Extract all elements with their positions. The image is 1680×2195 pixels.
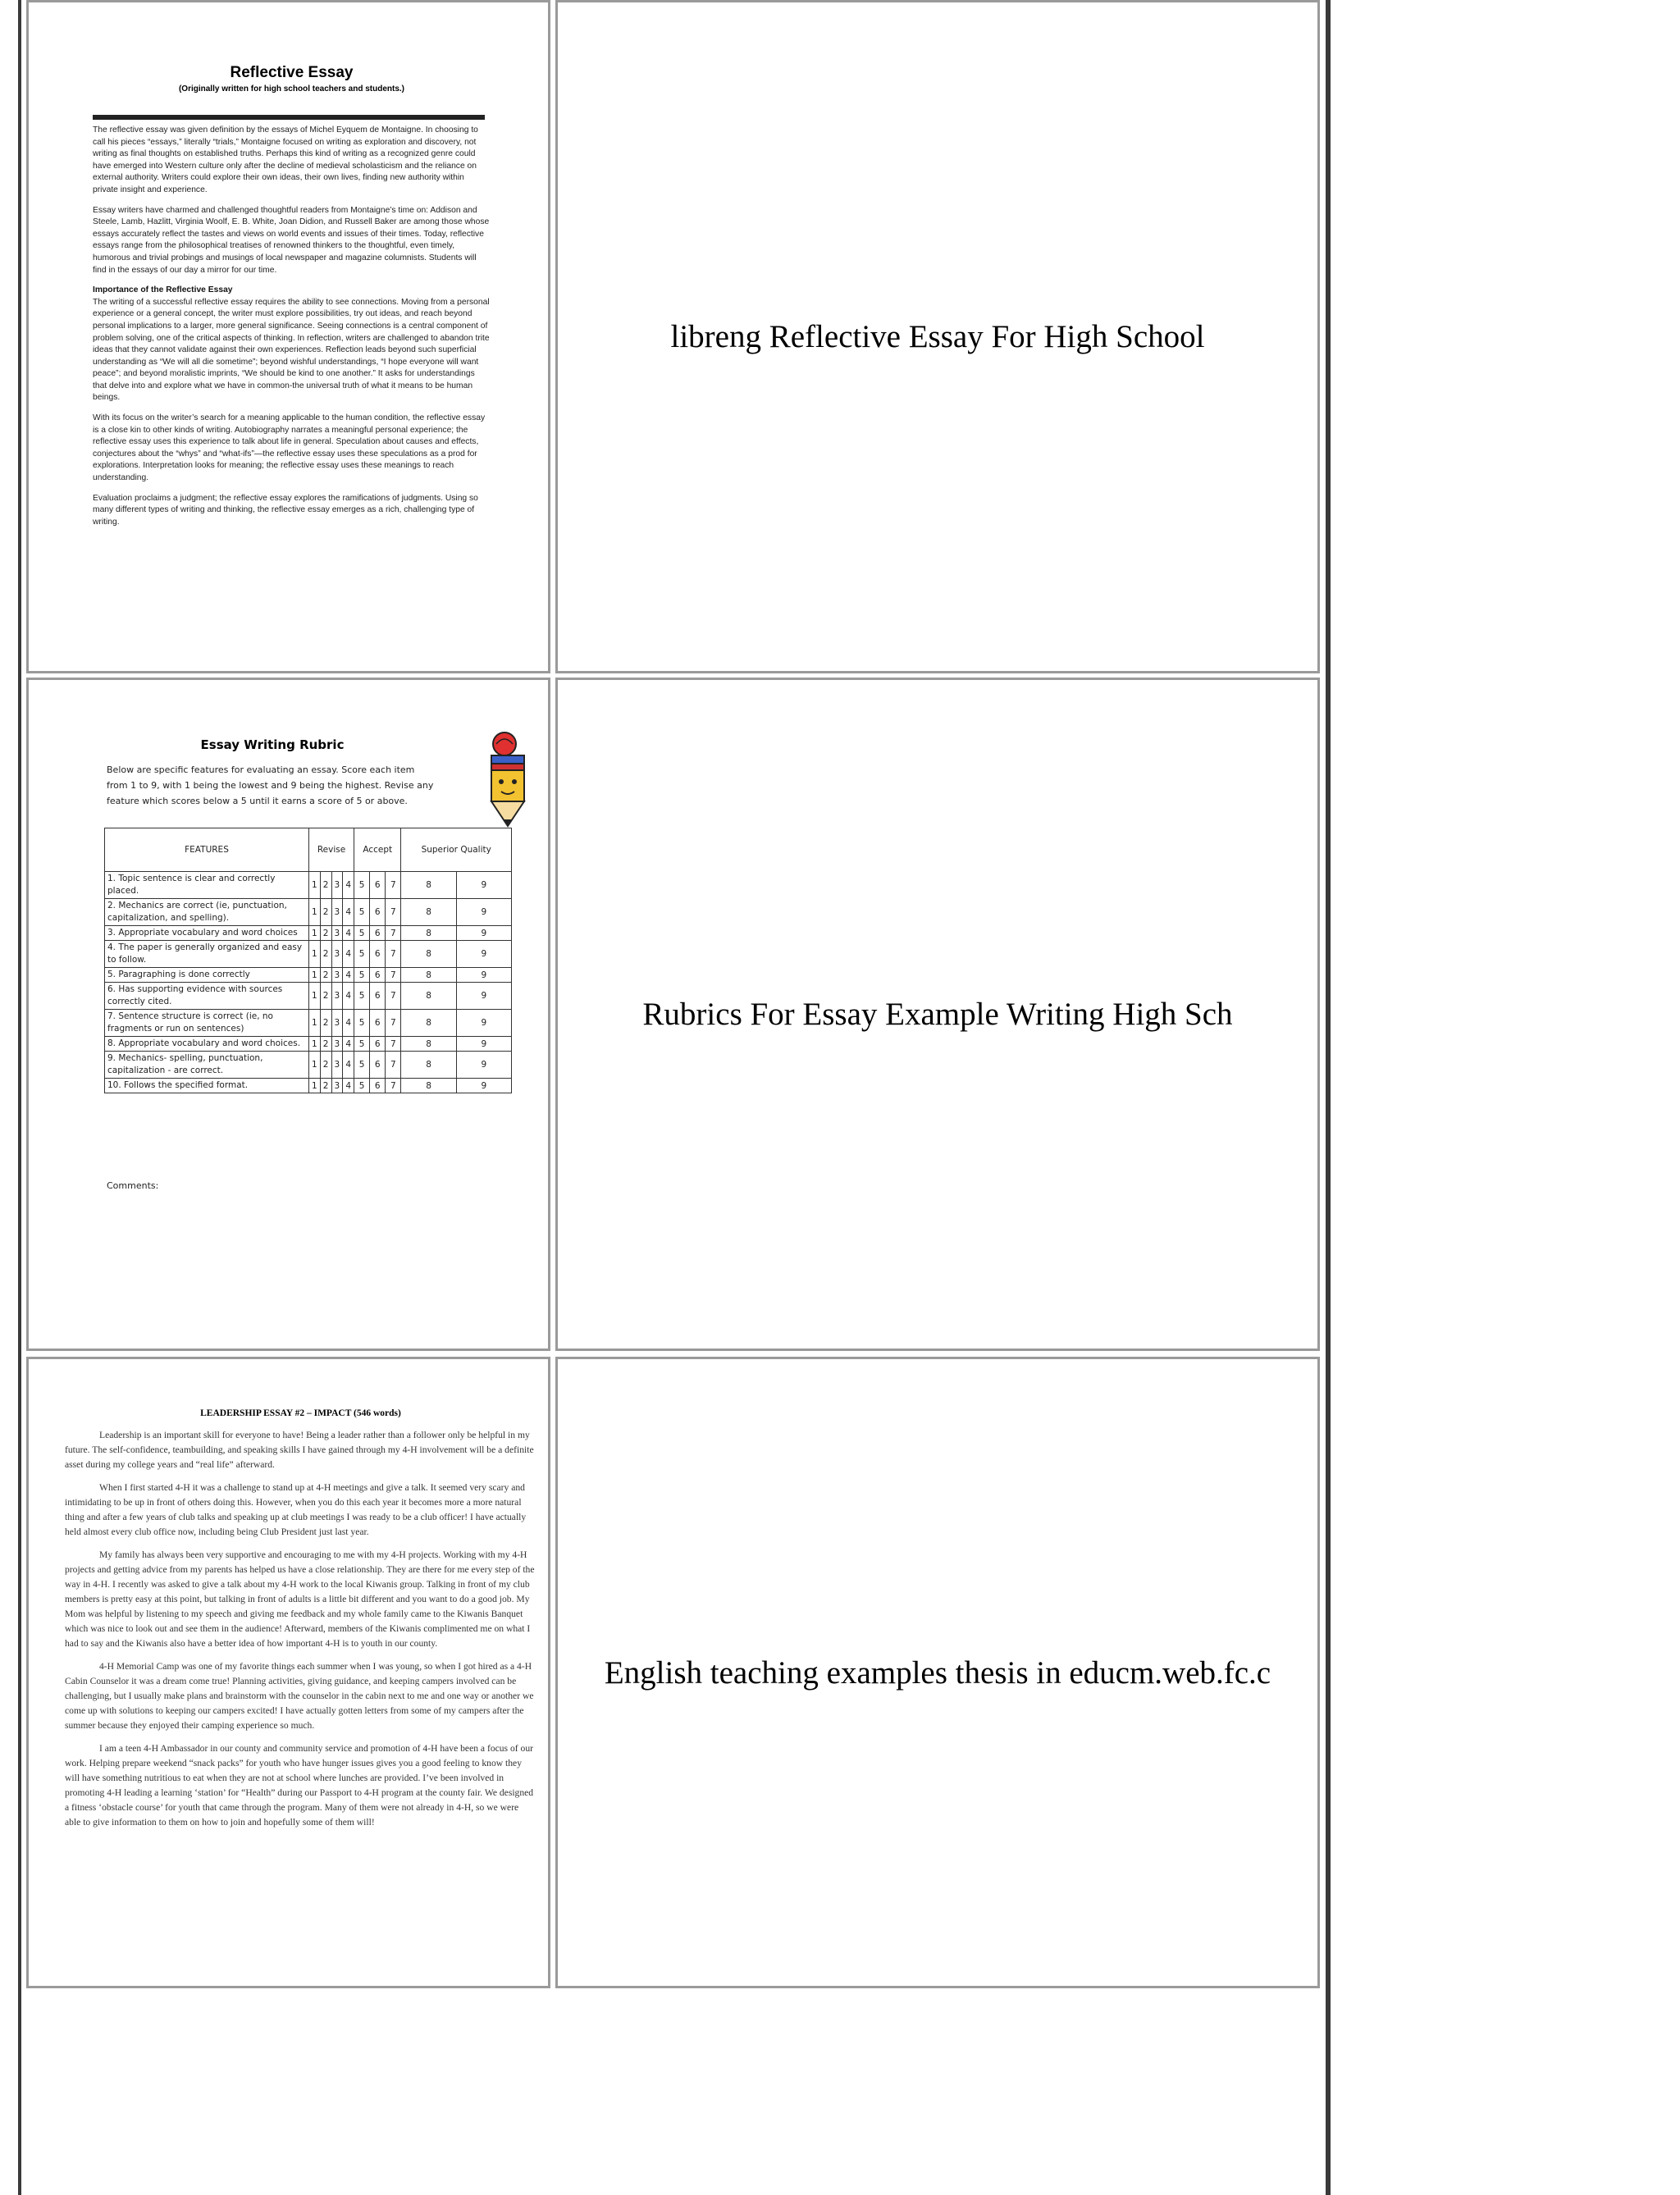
rubric-row <box>105 872 512 899</box>
rubric-score: 1 <box>309 1052 321 1079</box>
rubric-score: 2 <box>320 941 331 968</box>
reflective-essay-document <box>93 64 491 536</box>
rubric-score: 1 <box>309 941 321 968</box>
rubric-score: 5 <box>354 872 370 899</box>
rubric-score: 7 <box>386 1037 401 1052</box>
rubric-score: 1 <box>309 872 321 899</box>
title-rule <box>93 115 485 120</box>
essay-paragraph: My family has always been very supportive and encouraging to me with my 4-H projects. Working with my 4-H projects and getting advice from my parents has helped us have a close relationship. They are there for me every step of the way in 4-H. I recently was asked to give a talk about my 4-H work to the local Kiwanis group. Talking in front of my club members is pretty easy at this point, but talking in front of adults is a little bit different and you want to do a good job. My Mom was helpful by listening to my speech and giving me feedback and my whole family came to the Kiwanis Banquet which was nice to look out and see them in the audience! Afterward, members of the Kiwanis complimented me on what I had to say and the Kiwanis also have a better idea of how important 4-H is to youth in our county. <box>65 1549 535 1649</box>
rubric-score: 7 <box>386 1010 401 1037</box>
rubric-score: 6 <box>370 872 386 899</box>
header-revise: Revise <box>309 828 354 872</box>
rubric-comments: Comments: <box>107 1180 159 1191</box>
header-accept: Accept <box>354 828 401 872</box>
result-thumbnail-2[interactable] <box>26 678 550 1351</box>
rubric-score: 3 <box>331 1079 343 1093</box>
essay-paragraph: I am a teen 4-H Ambassador in our county and community service and promotion of 4-H have been a focus of our work. Helping prepare weekend “snack packs” for youth who have hunger issues gives you a good feeling to know they will have something nutritious to eat when they are not at school where lunches are provided. I’ve been involved in promoting 4-H leading a learning ‘station’ for “Health” during our Passport to 4-H program at the county fair. We designed a fitness ‘obstacle course’ for youth that came through the program. Many of them were not already in 4-H, so we were able to give information to them on how to join and hopefully some of them will! <box>65 1743 534 1828</box>
rubric-score: 8 <box>401 1052 456 1079</box>
rubric-row <box>105 1010 512 1037</box>
rubric-feature: 6. Has supporting evidence with sources correctly cited. <box>105 983 309 1010</box>
rubric-intro: Below are specific features for evaluating an essay. Score each item from 1 to 9, with 1 being the lowest and 9 being the highest. Revise any feature which scores below a 5 until it earns a score of 5 or above. <box>107 764 434 806</box>
rubric-score: 2 <box>320 872 331 899</box>
rubric-score: 6 <box>370 1037 386 1052</box>
rubric-score: 6 <box>370 983 386 1010</box>
rubric-score: 2 <box>320 1037 331 1052</box>
rubric-score: 2 <box>320 899 331 926</box>
rubric-score: 3 <box>331 941 343 968</box>
result-caption-cell-3[interactable] <box>555 1357 1320 1988</box>
rubric-score: 8 <box>401 1037 456 1052</box>
rubric-score: 2 <box>320 926 331 941</box>
rubric-score: 6 <box>370 941 386 968</box>
rubric-score: 6 <box>370 1079 386 1093</box>
rubric-score: 2 <box>320 983 331 1010</box>
rubric-score: 5 <box>354 1010 370 1037</box>
rubric-score: 9 <box>456 872 511 899</box>
rubric-feature: 4. The paper is generally organized and easy to follow. <box>105 941 309 968</box>
rubric-row <box>105 1079 512 1093</box>
essay-paragraph: When I first started 4-H it was a challenge to stand up at 4-H meetings and give a talk. It seemed very scary and intimidating to be up in front of others doing this. However, when you do this each year it becomes more a more natural thing and after a few years of club talks and speaking up at club meetings I was ready to be a club officer! I have actually held almost every club office now, including being Club President just last year. <box>65 1482 527 1537</box>
rubric-score: 6 <box>370 1010 386 1037</box>
rubric-score: 3 <box>331 968 343 983</box>
rubric-score: 8 <box>401 1010 456 1037</box>
rubric-feature: 3. Appropriate vocabulary and word choices <box>105 926 309 941</box>
rubric-score: 1 <box>309 1079 321 1093</box>
rubric-row <box>105 983 512 1010</box>
rubric-score: 2 <box>320 968 331 983</box>
rubric-score: 5 <box>354 926 370 941</box>
rubric-score: 9 <box>456 983 511 1010</box>
rubric-score: 9 <box>456 1052 511 1079</box>
rubric-feature: 2. Mechanics are correct (ie, punctuation, capitalization, and spelling). <box>105 899 309 926</box>
rubric-score: 2 <box>320 1010 331 1037</box>
rubric-score: 1 <box>309 1037 321 1052</box>
rubric-score: 4 <box>343 983 354 1010</box>
result-caption[interactable]: English teaching examples thesis in educm.web.fc.c <box>604 1654 1271 1691</box>
rubric-score: 5 <box>354 1037 370 1052</box>
rubric-score: 8 <box>401 983 456 1010</box>
rubric-score: 3 <box>331 983 343 1010</box>
essay-title: LEADERSHIP ESSAY #2 – IMPACT (546 words) <box>200 1408 401 1418</box>
rubric-score: 7 <box>386 983 401 1010</box>
header-features: FEATURES <box>105 828 309 872</box>
header-superior-quality: Superior Quality <box>401 828 512 872</box>
rubric-score: 7 <box>386 1052 401 1079</box>
doc-heading: Importance of the Reflective Essay <box>93 285 233 295</box>
rubric-score: 7 <box>386 899 401 926</box>
rubric-score: 4 <box>343 1037 354 1052</box>
rubric-feature: 8. Appropriate vocabulary and word choices. <box>105 1037 309 1052</box>
rubric-score: 3 <box>331 1010 343 1037</box>
rubric-feature: 10. Follows the specified format. <box>105 1079 309 1093</box>
rubric-row <box>105 941 512 968</box>
rubric-score: 1 <box>309 1010 321 1037</box>
rubric-score: 6 <box>370 926 386 941</box>
rubric-score: 8 <box>401 926 456 941</box>
rubric-score: 1 <box>309 899 321 926</box>
rubric-row <box>105 968 512 983</box>
doc-paragraph: Essay writers have charmed and challenged thoughtful readers from Montaigne’s time on: Addison and Steele, Lamb, Hazlitt, Virginia Woolf, E. B. White, Joan Didion, and Russell Baker are among those whose essays accurately reflect the tastes and views on world events and issues of their times. Today, reflective essays range from the philosophical treatises of renowned thinkers to the thoughtful, even timely, humorous and trivial probings and musings of local newspaper and magazine columnists. Students will find in the essays of our day a mirror for our time. <box>93 205 490 275</box>
rubric-score: 8 <box>401 968 456 983</box>
rubric-score: 4 <box>343 1079 354 1093</box>
rubric-score: 7 <box>386 872 401 899</box>
rubric-score: 6 <box>370 1052 386 1079</box>
rubric-score: 6 <box>370 968 386 983</box>
rubric-score: 9 <box>456 1079 511 1093</box>
result-caption-cell-2[interactable] <box>555 678 1320 1351</box>
rubric-score: 4 <box>343 968 354 983</box>
rubric-score: 3 <box>331 1037 343 1052</box>
rubric-score: 1 <box>309 968 321 983</box>
rubric-header-row <box>105 828 512 872</box>
rubric-score: 7 <box>386 926 401 941</box>
rubric-score: 5 <box>354 968 370 983</box>
rubric-row <box>105 899 512 926</box>
rubric-score: 3 <box>331 872 343 899</box>
rubric-score: 2 <box>320 1052 331 1079</box>
rubric-score: 5 <box>354 941 370 968</box>
rubric-score: 3 <box>331 1052 343 1079</box>
rubric-score: 4 <box>343 926 354 941</box>
rubric-table <box>104 828 512 1093</box>
doc-paragraph: Evaluation proclaims a judgment; the reflective essay explores the ramifications of judgments. Using so many different types of writing and thinking, the reflective essay emerges as a rich, challenging type of writing. <box>93 493 478 527</box>
rubric-row <box>105 1037 512 1052</box>
rubric-score: 8 <box>401 872 456 899</box>
essay-paragraph: 4-H Memorial Camp was one of my favorite things each summer when I was young, so when I got hired as a 4-H Cabin Counselor it was a dream come true! Planning activities, giving guidance, and keeping campers involved can be challenging, but I usually make plans and brainstorm with the counselor in the cabin next to me and one way or another we come up with solutions to keeping our campers excited! I have actually gotten letters from some of my campers after the summer because they enjoyed their camping experience so much. <box>65 1661 534 1731</box>
rubric-feature: 7. Sentence structure is correct (ie, no fragments or run on sentences) <box>105 1010 309 1037</box>
rubric-score: 5 <box>354 899 370 926</box>
rubric-row <box>105 926 512 941</box>
rubric-score: 5 <box>354 1052 370 1079</box>
rubric-score: 8 <box>401 899 456 926</box>
rubric-score: 6 <box>370 899 386 926</box>
doc-subtitle: (Originally written for high school teachers and students.) <box>178 84 405 94</box>
rubric-score: 3 <box>331 899 343 926</box>
rubric-score: 9 <box>456 1037 511 1052</box>
result-caption[interactable]: Rubrics For Essay Example Writing High Sch <box>642 997 1233 1032</box>
rubric-score: 5 <box>354 1079 370 1093</box>
rubric-score: 4 <box>343 899 354 926</box>
rubric-score: 7 <box>386 1079 401 1093</box>
rubric-score: 4 <box>343 1010 354 1037</box>
rubric-score: 2 <box>320 1079 331 1093</box>
rubric-score: 1 <box>309 983 321 1010</box>
rubric-score: 9 <box>456 899 511 926</box>
rubric-score: 1 <box>309 926 321 941</box>
result-caption[interactable]: libreng Reflective Essay For High School <box>670 319 1205 354</box>
rubric-score: 9 <box>456 926 511 941</box>
rubric-score: 3 <box>331 926 343 941</box>
rubric-score: 9 <box>456 968 511 983</box>
result-thumbnail-3[interactable] <box>26 1357 550 1988</box>
doc-paragraph: With its focus on the writer’s search for a meaning applicable to the human condition, the reflective essay is a close kin to other kinds of writing. Autobiography narrates a meaningful personal experience; the reflective essay uses this experience to talk about life in general. Speculation about causes and effects, conjectures about the “whys” and “what-ifs”—the reflective essay uses these speculations as a prod for explorations. Interpretation looks for meaning; the reflective essay uses these meanings to reach understanding. <box>93 413 486 483</box>
rubric-score: 7 <box>386 941 401 968</box>
result-caption-cell-1[interactable] <box>555 0 1320 673</box>
rubric-row <box>105 1052 512 1079</box>
rubric-score: 9 <box>456 941 511 968</box>
rubric-title: Essay Writing Rubric <box>200 737 345 752</box>
rubric-score: 9 <box>456 1010 511 1037</box>
doc-paragraph: The reflective essay was given definition by the essays of Michel Eyquem de Montaigne. In choosing to call his pieces “essays,” literally “trials,” Montaigne focused on writing as exploration and discovery, not writing as final thoughts on established truths. Perhaps this kind of writing as a recognized genre could have emerged into Western culture only after the decline of medieval scholasticism and the reliance on external authority. Writers could explore their own ideas, their own lives, finding new authority within private insight and experience. <box>93 125 478 194</box>
doc-title: Reflective Essay <box>230 64 354 81</box>
rubric-feature: 9. Mechanics- spelling, punctuation, capitalization - are correct. <box>105 1052 309 1079</box>
doc-paragraph: The writing of a successful reflective essay requires the ability to see connections. Moving from a personal experience or a general concept, the writer must explore possibilities, try out ideas, and reach beyond personal implications to a larger, more general significance. Seeing connections is a central component of problem solving, one of the critical aspects of thinking. In reflection, writers are challenged to abandon trite ideas that they cannot validate against their own experiences. Reflection leads beyond such superficial understanding as “We will all die sometime”; beyond wishful understandings, “I hope everyone will want peace”; and beyond moralistic imprints, “We should be kind to one another.” It asks for understandings that delve into and explore what we have in common-the universal truth of what it means to be human beings. <box>93 297 490 403</box>
pencil-icon <box>482 728 539 834</box>
essay-paragraph: Leadership is an important skill for everyone to have! Being a leader rather than a follower only be helpful in my future. The self-confidence, teambuilding, and speaking skills I have gained through my 4-H involvement will be a definite asset during my college years and “real life” afterward. <box>65 1430 534 1470</box>
leadership-essay-document <box>65 1408 536 1838</box>
rubric-feature: 1. Topic sentence is clear and correctly placed. <box>105 872 309 899</box>
rubric-score: 8 <box>401 1079 456 1093</box>
rubric-score: 5 <box>354 983 370 1010</box>
rubric-score: 7 <box>386 968 401 983</box>
rubric-feature: 5. Paragraphing is done correctly <box>105 968 309 983</box>
rubric-score: 4 <box>343 1052 354 1079</box>
rubric-score: 4 <box>343 941 354 968</box>
rubric-score: 8 <box>401 941 456 968</box>
rubric-score: 4 <box>343 872 354 899</box>
result-thumbnail-1[interactable] <box>26 0 550 673</box>
